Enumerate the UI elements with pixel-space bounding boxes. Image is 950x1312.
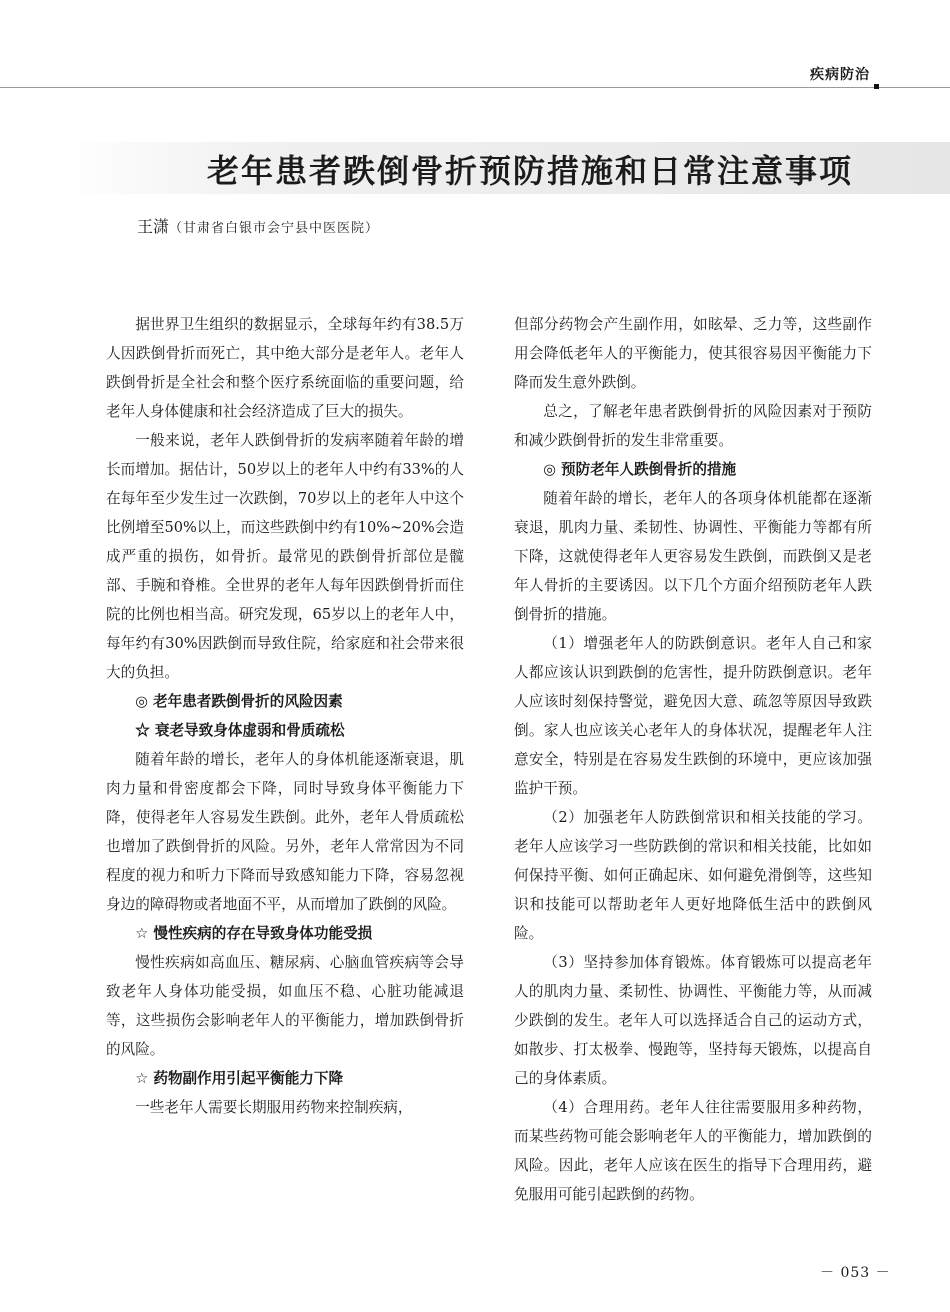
- article-title: 老年患者跌倒骨折预防措施和日常注意事项: [206, 152, 853, 190]
- paragraph: 随着年龄的增长，老年人的各项身体机能都在逐渐衰退，肌肉力量、柔韧性、协调性、平衡能力等都有所下降，这就使得老年人更容易发生跌倒，而跌倒又是老年人骨折的主要诱因。以下几个方面介绍预防老年人跌倒骨折的措施。: [514, 490, 872, 623]
- paragraph: （4）合理用药。老年人往往需要服用多种药物，而某些药物可能会影响老年人的平衡能力，增加跌倒的风险。因此，老年人应该在医生的指导下合理用药，避免服用可能引起跌倒的药物。: [514, 1099, 872, 1203]
- subsection-heading: ☆ 衰老导致身体虚弱和骨质疏松: [135, 722, 345, 739]
- author-affiliation: （甘肃省白银市会宁县中医医院）: [169, 221, 380, 236]
- section-label: 疾病防治: [810, 67, 870, 83]
- author-name: 王潇: [137, 217, 170, 236]
- paragraph: 随着年龄的增长，老年人的身体机能逐渐衰退，肌肉力量和骨密度都会下降，同时导致身体平衡能力下降，使得老年人容易发生跌倒。此外，老年人骨质疏松也增加了跌倒骨折的风险。另外，老年人常常因为不同程度的视力和听力下降而导致感知能力下降，容易忽视身边的障碍物或者地面不平，从而增加了跌倒的风险。: [106, 751, 464, 913]
- paragraph: 一些老年人需要长期服用药物来控制疾病，: [135, 1099, 413, 1116]
- subsection-heading: ☆ 慢性疾病的存在导致身体功能受损: [135, 925, 373, 942]
- paragraph: （3）坚持参加体育锻炼。体育锻炼可以提高老年人的肌肉力量、柔韧性、协调性、平衡能力等，从而减少跌倒的发生。老年人可以选择适合自己的运动方式，如散步、打太极拳、慢跑等，坚持每天锻炼，以提高自己的身体素质。: [514, 954, 872, 1087]
- paragraph: 据世界卫生组织的数据显示，全球每年约有38.5万人因跌倒骨折而死亡，其中绝大部分是老年人。老年人跌倒骨折是全社会和整个医疗系统面临的重要问题，给老年人身体健康和社会经济造成了巨大的损失。: [106, 316, 464, 420]
- left-column: [106, 310, 464, 1122]
- section-marker: [874, 84, 879, 89]
- paragraph: （2）加强老年人防跌倒常识和相关技能的学习。老年人应该学习一些防跌倒的常识和相关技能，比如如何保持平衡、如何正确起床、如何避免滑倒等，这些知识和技能可以帮助老年人更好地降低生活中的跌倒风险。: [514, 809, 872, 942]
- right-column: [514, 310, 872, 1209]
- subsection-heading: ☆ 药物副作用引起平衡能力下降: [135, 1070, 344, 1087]
- paragraph: （1）增强老年人的防跌倒意识。老年人自己和家人都应该认识到跌倒的危害性，提升防跌倒意识。老年人应该时刻保持警觉，避免因大意、疏忽等原因导致跌倒。家人也应该关心老年人的身体状况，提醒老年人注意安全，特别是在容易发生跌倒的环境中，更应该加强监护干预。: [514, 635, 872, 797]
- section-heading: ◎ 老年患者跌倒骨折的风险因素: [135, 693, 343, 710]
- byline: [137, 214, 379, 237]
- paragraph: 总之，了解老年患者跌倒骨折的风险因素对于预防和减少跌倒骨折的发生非常重要。: [514, 403, 872, 449]
- paragraph-continued: 但部分药物会产生副作用，如眩晕、乏力等，这些副作用会降低老年人的平衡能力，使其很容易因平衡能力下降而发生意外跌倒。: [514, 316, 872, 391]
- header-rule: [0, 87, 950, 88]
- paragraph: 慢性疾病如高血压、糖尿病、心脑血管疾病等会导致老年人身体功能受损，如血压不稳、心脏功能减退等，这些损伤会影响老年人的平衡能力，增加跌倒骨折的风险。: [106, 954, 464, 1058]
- paragraph: 一般来说，老年人跌倒骨折的发病率随着年龄的增长而增加。据估计，50岁以上的老年人中约有33%的人在每年至少发生过一次跌倒，70岁以上的老年人中这个比例增至50%以上，而这些跌倒中约有10%~20%会造成严重的损伤，如骨折。最常见的跌倒骨折部位是髋部、手腕和脊椎。全世界的老年人每年因跌倒骨折而住院的比例也相当高。研究发现，65岁以上的老年人中，每年约有30%因跌倒而导致住院，给家庭和社会带来很大的负担。: [106, 432, 464, 681]
- page-number: － 053 －: [820, 1265, 891, 1281]
- section-heading: ◎ 预防老年人跌倒骨折的措施: [543, 461, 737, 478]
